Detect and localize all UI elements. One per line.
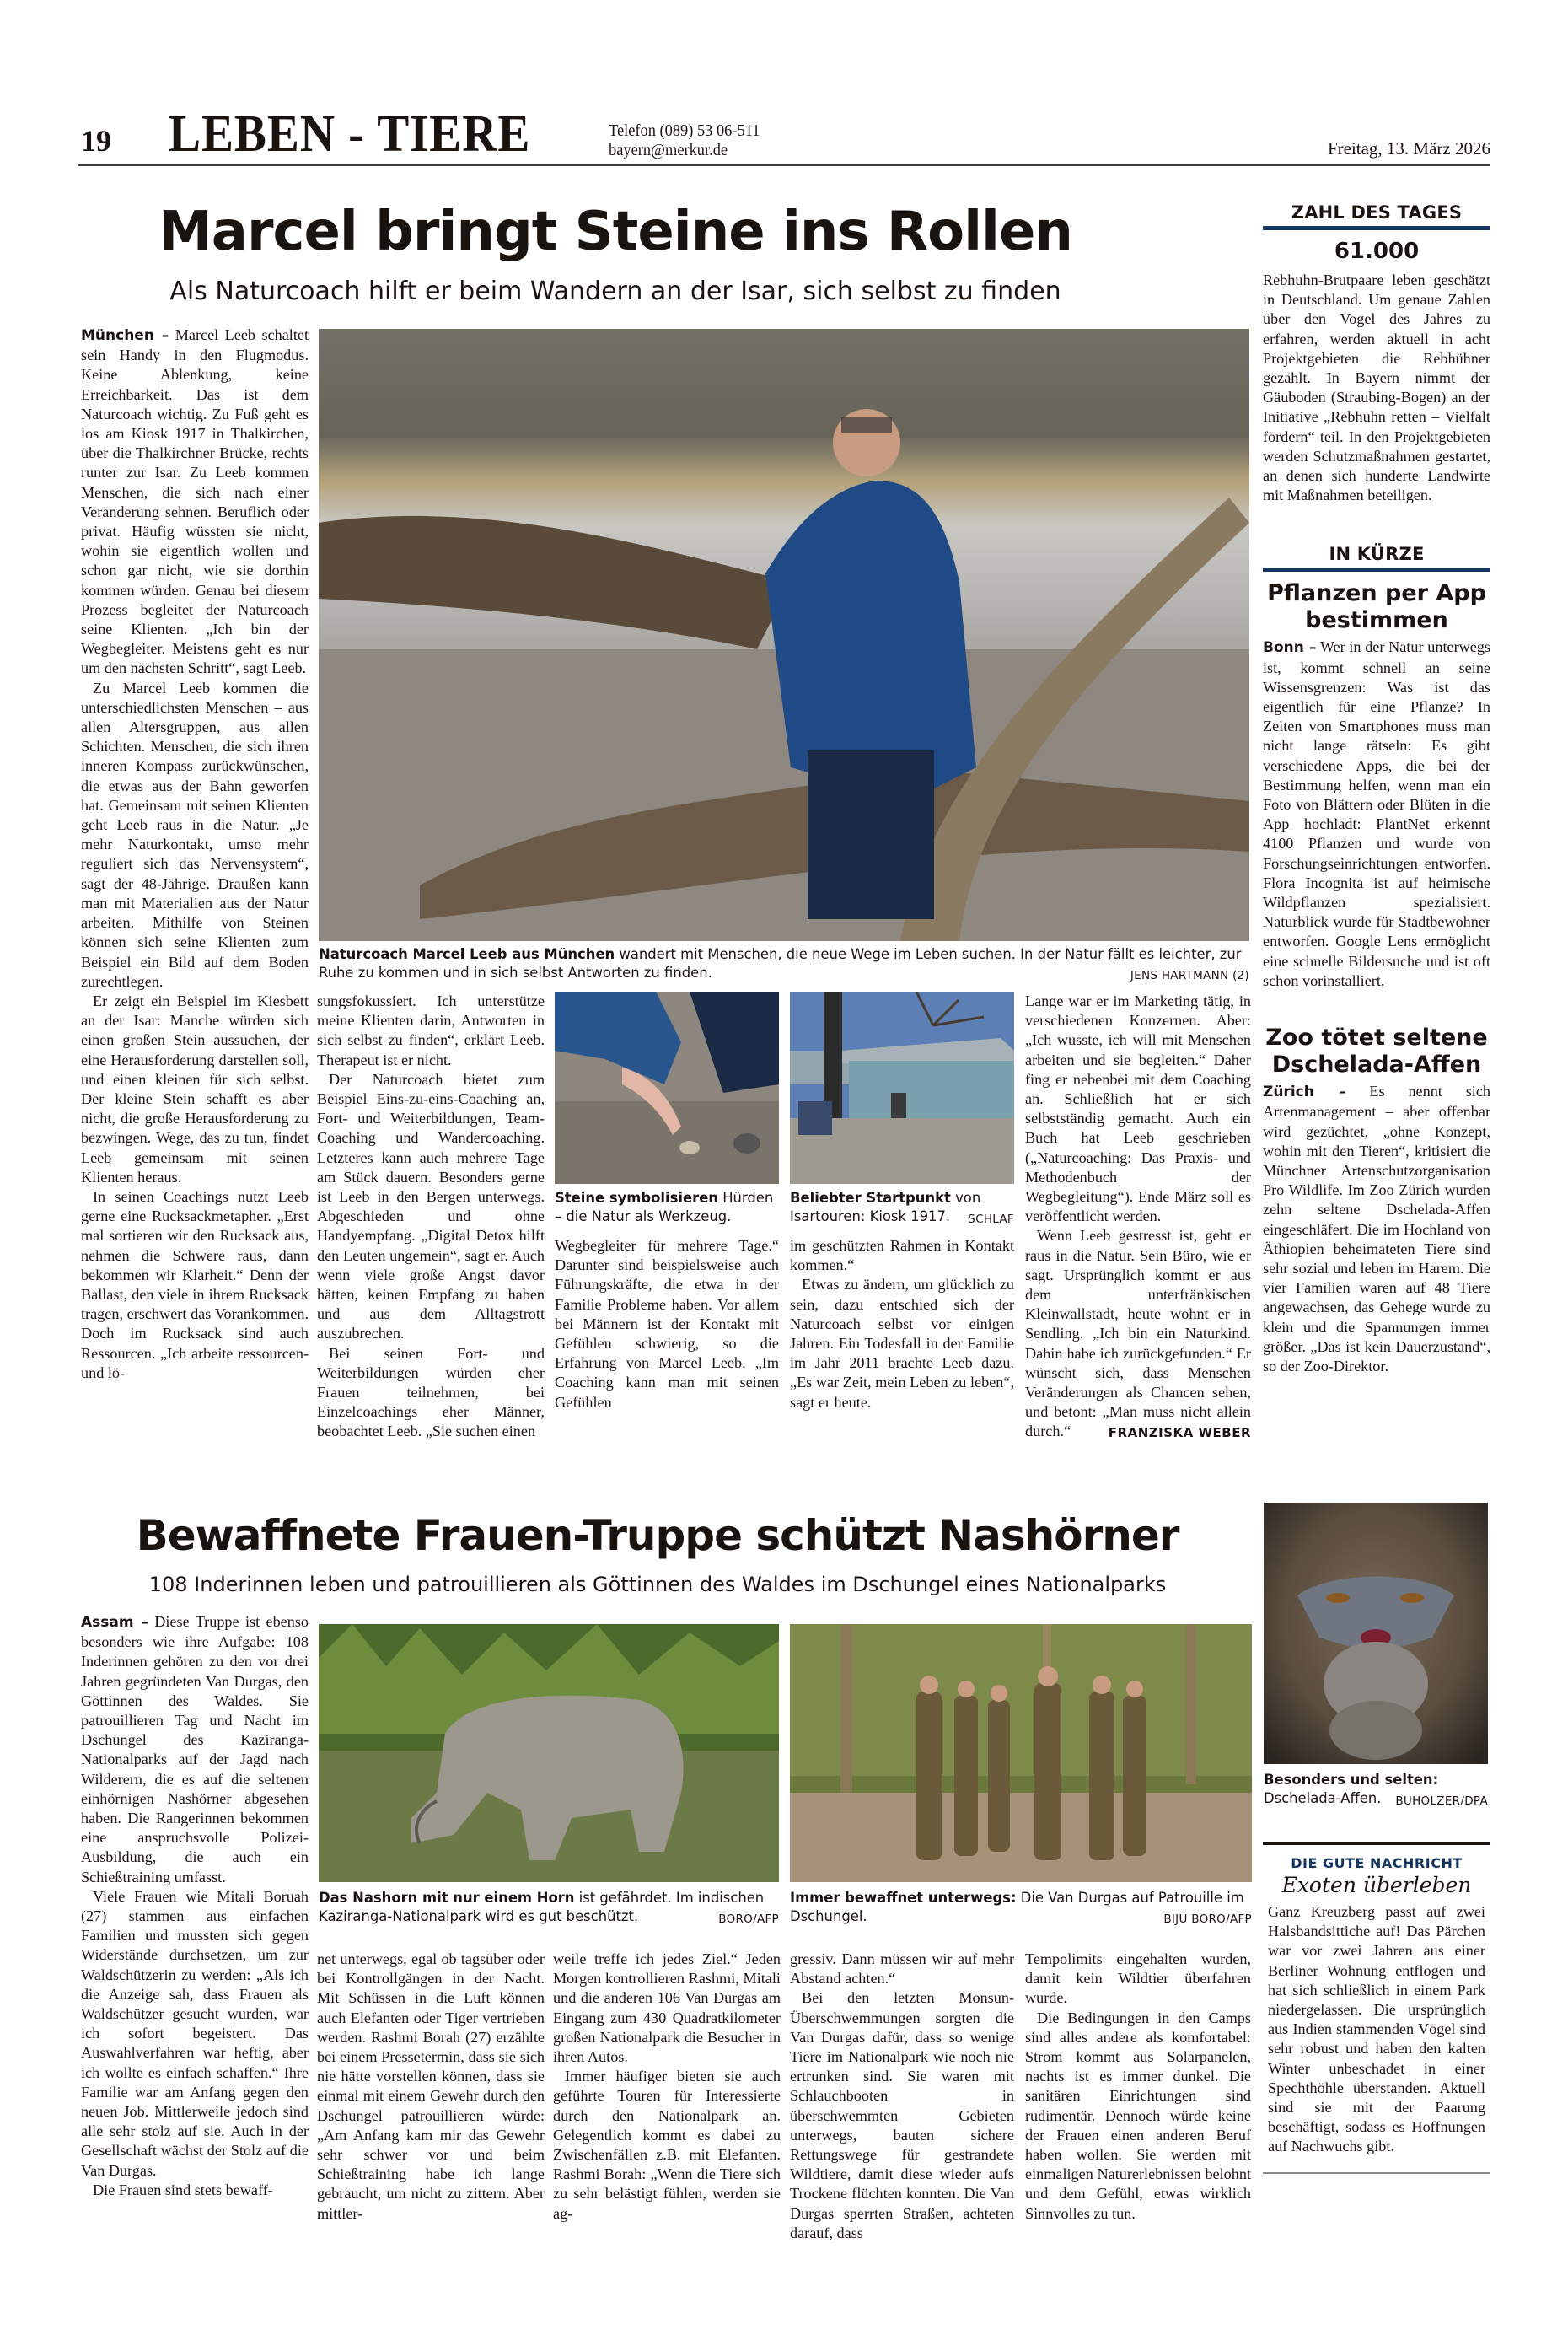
lead-dateline: München –: [81, 327, 169, 344]
contact-info: [609, 121, 760, 160]
brief-text: Es nennt sich Artenmanagement – aber offenbar wird gezüchtet, „ohne Konzept, wohin mit den Tieren“, kritisiert die Münchner Artenschutzorganisation Pro Wildlife. Im Zoo Zürich wurden zehn seltene Dschelada-Affen eingeschläfert. Die im Hochland von Äthiopien beheimateten Tiere sind sehr sozial und leben im Harem. Die vier Familien waren auf 48 Tiere angewachsen, das Gehege wurde zu klein und die Spannungen immer größer. „Das ist kein Dauerzustand“, so der Zoo-Direktor.: [1263, 1083, 1490, 1374]
photo-credit: BORO/AFP: [718, 1912, 779, 1926]
good-news-top-rule: [1263, 1842, 1490, 1845]
paragraph: Viele Frauen wie Mitali Boruah (27) stammen aus einfachen Familien und mussten sich gegen Widerstände durchsetzen, um zur Waldschützerin zu werden: „Als ich die Anzeige sah, dass Frauen als Waldschützer gesucht wurden, war ich sofort begeistert. Das Auswahlverfahren war heftig, aber ich wollte es einfach schaffen.“ Ihre Familie war am Anfang gegen den neuen Job. Mittlerweile jedoch sind alle sehr stolz auf sie. Auch in der Gesellschaft wächst der Stolz auf die Van Durgas.: [81, 1887, 309, 2179]
paragraph: Immer häufiger bieten sie auch geführte Touren für Interessierte durch den Nationalpark an. Gelegentlich kommt es dabei zu Zwischenfällen z.B. mit Elefanten. Rashmi Borah: „Wenn die Tiere sich zu sehr belästigt fühlen, werden sie ag-: [553, 2068, 781, 2222]
caption-text: ist gefährdet. Im indischen Kaziranga-Nationalpark wird es gut beschützt.: [319, 1890, 765, 1924]
second-column-2: [317, 1950, 545, 2224]
stones-photo-image: [555, 992, 779, 1184]
paragraph: Marcel Leeb schaltet sein Handy in den Flugmodus. Keine Ablenkung, keine Erreichbarkeit. Das ist dem Naturcoach wichtig. Zu Fuß geht es los am Kiosk 1917 in Thalkirchen, über die Thalkirchner Brücke, rechts runter zur Isar. Zu Leeb kommen Menschen, die sich nach einer Veränderung sehnen. Beruflich oder privat. Häufig wüssten sie nicht, wohin sie eigentlich wollen und schon gar nicht, wie sie dorthin kommen würden. Genau bei diesem Prozess begleitet der Naturcoach seine Klienten. „Ich bin der Wegbegleiter. Meistens geht es nur um den nächsten Schritt“, sagt Leeb.: [81, 326, 309, 677]
photo-stones: [555, 992, 779, 1184]
brief-item-plants: [1263, 637, 1490, 991]
second-subheadline: 108 Inderinnen leben und patrouillieren als Göttinnen des Waldes im Dschungel eines Nationalparks: [148, 1573, 1167, 1596]
caption-text: Dschelada-Affen.: [1264, 1789, 1382, 1806]
paragraph: Wenn Leeb gestresst ist, geht er raus in die Natur. Sein Büro, wie er sagt. Ursprünglich kommt er aus dem unterfränkischen Kleinwallstadt, heute wohnt er in Sendling. „Ich bin ein Naturkind. Dahin habe ich zurückgefunden.“ Er wünscht sich, dass Menschen Veränderungen als Chancen sehen, und betont: „Man muss nicht allein durch.“ FRANZISKA WEBER: [1025, 1226, 1251, 1441]
second-headline: Bewaffnete Frauen-Truppe schützt Nashörner: [136, 1511, 1179, 1560]
contact-phone: Telefon (089) 53 06-511: [609, 121, 760, 140]
second-dateline: Assam –: [81, 1614, 148, 1631]
caption-naturcoach: [319, 945, 1249, 985]
photo-gelada: [1264, 1503, 1488, 1764]
issue-date: Freitag, 13. März 2026: [1327, 138, 1490, 159]
paragraph: im geschützten Rahmen in Kontakt kommen.“: [790, 1237, 1014, 1274]
caption-text: Hürden – die Natur als Werkzeug.: [555, 1190, 774, 1224]
good-news-kicker: DIE GUTE NACHRICHT: [1291, 1855, 1463, 1871]
caption-kiosk: [790, 1189, 1014, 1229]
kicker-rule: [1263, 568, 1490, 572]
caption-bold: Immer bewaffnet unterwegs:: [790, 1890, 1017, 1906]
good-news-headline: Exoten überleben: [1281, 1873, 1472, 1897]
kicker-rule: [1263, 226, 1490, 230]
lead-column-5: [1025, 992, 1251, 1444]
second-column-1: [81, 1612, 309, 2200]
caption-bold: Besonders und selten:: [1264, 1772, 1439, 1788]
lead-column-1: [81, 325, 309, 1489]
caption-stones: [555, 1189, 779, 1225]
paragraph: sungsfokussiert. Ich unterstütze meine Klienten darin, Antworten in sich selbst zu finden“, erklärt Leeb. Therapeut ist er nicht.: [317, 992, 545, 1068]
paragraph: gressiv. Dann müssen wir auf mehr Abstand achten.“: [790, 1950, 1014, 1988]
photo-kiosk: [790, 992, 1014, 1184]
paragraph: Lange war er im Marketing tätig, in verschiedenen Konzernen. Aber: „Ich wusste, ich will mit Menschen arbeiten und sie begleiten.“ Daher fing er nebenbei mit dem Coaching an. Schließlich hat er sich selbstständig gemacht. Auch ein Buch hat Leeb geschrieben („Naturcoaching: Das Praxis- und Methodenbuch der Wegbegleitung“). Ende März soll es veröffentlicht werden.: [1025, 992, 1251, 1225]
paragraph: net unterwegs, egal ob tagsüber oder bei Kontrollgängen in der Nacht. Mit Schüssen in die Luft können auch Elefanten oder Tiger vertrieben werden. Rashmi Borah (27) erzählte bei einem Pressetermin, dass sie sich nie hätte vorstellen können, dass sie einmal mit einem Gewehr durch den Dschungel patrouillieren würde: „Am Anfang kam mir das Gewehr sehr schwer vor und beim Schießtraining habe ich lange gebraucht, um nicht zu zittern. Aber mittler-: [317, 1950, 545, 2222]
section-title: LEBEN - TIERE: [169, 105, 531, 163]
caption-bold: Naturcoach Marcel Leeb aus München: [319, 946, 615, 962]
paragraph: Die Frauen sind stets bewaff-: [93, 2181, 273, 2198]
second-column-5: [1025, 1950, 1251, 2224]
brief-headline-plants: Pflanzen per App bestimmen: [1267, 580, 1486, 634]
number-of-day-text: Rebhuhn-Brutpaare leben geschätzt in Deutschland. Um genaue Zahlen über den Vogel des Jahres zu erfahren, werden aktuell in acht Projektgebieten die Rebhühner gezählt. In Bayern nimmt der Gäuboden (Straubing-Bogen) an der Initiative „Rebhuhn retten – Vielfalt fördern“ teil. In den Projektgebieten werden Schutzmaßnahmen gestartet, an denen sich hunderte Landwirte mit Maßnahmen beteiligen.: [1263, 272, 1490, 504]
lead-column-4: [790, 1236, 1014, 1412]
paragraph: Wegbegleiter für mehrere Tage.“ Darunter sind beispielsweise auch Führungskräfte, die etwa in der Familie Probleme haben. Vor allem bei Männern ist der Kontakt mit Gefühlen schwierig, so die Erfahrung von Marcel Leeb. „Im Coaching kann man mit seinen Gefühlen: [555, 1237, 779, 1411]
paragraph: Bei seinen Fort- und Weiterbildungen würden eher Frauen teilnehmen, bei Einzelcoachings eher Männer, beobachtet Leeb. „Sie suchen einen: [317, 1344, 545, 1440]
brief-item-zoo: [1263, 1082, 1490, 1376]
paragraph: Die Bedingungen in den Camps sind alles andere als komfortabel: Strom kommt aus Solarpanelen, nachts ist es immer dunkel. Die sanitären Einrichtungen sind rudimentär. Dennoch würde keine der Frauen einen anderen Beruf haben wollen. Sie werden mit einmaligen Naturerlebnissen belohnt und dem Gefühl, etwas wirklich Sinnvolles zu tun.: [1025, 2009, 1251, 2222]
page-number: 19: [81, 124, 111, 158]
lead-column-2: [317, 992, 545, 1442]
photo-rangers: [790, 1624, 1252, 1882]
paragraph: Diese Truppe ist ebenso besonders wie ihre Aufgabe: 108 Inderinnen gehören zu den vor drei Jahren gegründeten Van Durgas, den Göttinnen des Waldes. Sie patrouillieren Tag und Nacht im Dschungel des Kaziranga-Nationalparks auf der Jagd nach Wilderern, die es auf die seltenen einhörnigen Nashörner abgesehen haben. Die Rangerinnen bekommen eine anspruchsvolle Polizei-Ausbildung, die auch ein Schießtraining umfasst.: [81, 1613, 309, 1885]
naturcoach-photo-image: [319, 329, 1249, 941]
paragraph: Bei den letzten Monsun-Überschwemmungen sorgten die Van Durgas dafür, dass so wenige Tiere im Nationalpark wie noch nie ertrunken sind. Sie waren mit Schlauchbooten in überschwemmten Gebieten unterwegs, bauten sichere Rettungswege für gestrandete Wildtiere, damit diese wieder aufs Trockene flüchten konnten. Die Van Durgas sperrten Straßen, achteten darauf, dass: [790, 1989, 1014, 2241]
second-column-3: [553, 1950, 781, 2224]
photo-naturcoach: [319, 329, 1249, 941]
photo-credit: BIJU BORO/AFP: [1163, 1912, 1252, 1926]
photo-credit: BUHOLZER/DPA: [1395, 1794, 1488, 1808]
photo-credit: SCHLAF: [968, 1212, 1014, 1226]
contact-email: bayern@merkur.de: [609, 141, 728, 159]
gelada-photo-image: [1264, 1503, 1488, 1764]
paragraph: Etwas zu ändern, um glücklich zu sein, dazu entschied sich der Naturcoach selbst vor einigen Jahren. Ein Todesfall in der Familie im Jahr 2011 brachte Leeb dazu. „Es war Zeit, mein Leben zu leben“, sagt er heute.: [790, 1276, 1014, 1411]
good-news-bottom-rule: [1263, 2172, 1490, 2174]
photo-credit: JENS HARTMANN (2): [1130, 968, 1249, 982]
in-brief-kicker: IN KÜRZE: [1329, 544, 1425, 565]
sidebar: [1263, 202, 1490, 1376]
brief-text: Wer in der Natur unterwegs ist, kommt schnell an seine Wissensgrenzen: Was ist das eigentlich für eine Pflanze? In Zeiten von Smartphones muss man nicht lange rätseln: Es gibt verschiedene Apps, die bei der Bestimmung helfen, wenn man ein Foto von Blättern oder Blüten in die App hochlädt: PlantNet erkennt 4100 Pflanzen und wurde von Forschungseinrichtungen entworfen. Flora Incognita ist auf heimische Wildpflanzen spezialisiert. Naturblick wurde für Stadtbewohner entworfen. Google Lens ermöglicht eine schnelle Bildersuche und ist oft schon vorinstalliert.: [1263, 638, 1491, 989]
caption-gelada: [1264, 1771, 1488, 1810]
paragraph: Zu Marcel Leeb kommen die unterschiedlichsten Menschen – aus allen Altersgruppen, aus allen Schichten. Menschen, die sich ihren inneren Kompass zurückwünschen, die etwas aus der Bahn geworfen hat. Gemeinsam mit seinen Klienten geht Leeb raus in die Natur. „Je mehr Naturkontakt, umso mehr reguliert sich das Nervensystem“, sagt der 48-Jährige. Draußen kann man mit Materialien aus der Natur arbeiten. Mithilfe von Steinen können sich seine Klienten zum Beispiel ein Bild auf dem Boden zurechtlegen.: [81, 679, 309, 990]
paragraph: weile treffe ich jedes Ziel.“ Jeden Morgen kontrollieren Rashmi, Mitali und die anderen 106 Van Durgas am Eingang zum 430 Quadratkilometer großen Nationalpark die Besucher in ihren Autos.: [553, 1950, 781, 2066]
good-news-box: [1263, 1842, 1490, 2174]
brief-headline-zoo: Zoo tötet seltene Dschelada-Affen: [1265, 1025, 1488, 1079]
caption-bold: Steine symbolisieren: [555, 1190, 718, 1206]
lead-headline: Marcel bringt Steine ins Rollen: [158, 201, 1072, 263]
caption-bold: Beliebter Startpunkt: [790, 1190, 951, 1206]
paragraph: Tempolimits eingehalten wurden, damit kein Wildtier überfahren wurde.: [1025, 1950, 1251, 2007]
rangers-photo-image: [790, 1624, 1252, 1882]
caption-text: wandert mit Menschen, die neue Wege im Leben suchen. In der Natur fällt es leichter, zur Ruhe zu kommen und in sich selbst Antworten zu finden.: [319, 946, 1242, 981]
caption-rangers: [790, 1889, 1252, 1928]
brief-dateline: Zürich –: [1263, 1084, 1346, 1101]
author-byline: FRANZISKA WEBER: [1108, 1425, 1251, 1441]
photo-rhino: [319, 1624, 779, 1882]
brief-dateline: Bonn –: [1263, 639, 1317, 657]
masthead-rule: [78, 164, 1490, 166]
lead-column-3: [555, 1236, 779, 1412]
rhino-photo-image: [319, 1624, 779, 1882]
paragraph: Der Naturcoach bietet zum Beispiel Eins-zu-eins-Coaching an, Fort- und Weiterbildungen, Team-Coaching und Wandercoaching. Letzteres kann auch mehrere Tage am Stück dauern. Besonders gerne ist Leeb in den Bergen unterwegs. Abgeschieden und ohne Handyempfang. „Digital Detox hilft den Leuten ungemein“, sagt er. Auch wenn viele große Angst davor hätten, keinen Empfang zu haben und aus dem Alltagstrott auszubrechen.: [317, 1070, 545, 1342]
kiosk-photo-image: [790, 992, 1014, 1184]
caption-text: Die Van Durgas auf Patrouille im Dschungel.: [790, 1890, 1244, 1924]
caption-rhino: [319, 1889, 779, 1928]
caption-text: von Isartouren: Kiosk 1917.: [790, 1190, 981, 1224]
second-column-4: [790, 1950, 1014, 2243]
lead-subheadline: Als Naturcoach hilft er beim Wandern an der Isar, sich selbst zu finden: [169, 277, 1061, 306]
caption-bold: Das Nashorn mit nur einem Horn: [319, 1890, 575, 1906]
number-of-day-kicker: ZAHL DES TAGES: [1291, 202, 1463, 223]
good-news-text: Ganz Kreuzberg passt auf zwei Halsbandsittiche auf! Das Pärchen war vor zwei Jahren aus einer Berliner Wohnung entflogen und hat sich schließlich in einem Park niedergelassen. Die ursprünglich aus Indien stammenden Vögel sind sehr robust und haben den kalten Winter unbeschadet in einer Spechthöhle überstanden. Aktuell sind sie mit der Paarung beschäftigt, sodass es Hoffnungen auf Nachwuchs gibt.: [1268, 1903, 1485, 2155]
paragraph: In seinen Coachings nutzt Leeb gerne eine Rucksackmetapher. „Erst mal sortieren wir den Rucksack aus, nehmen die Schwere raus, dann bekommen wir Klarheit.“ Denn der Ballast, den viele in ihrem Rucksack tragen, erschwert das Vorankommen. Doch im Rucksack sind auch Ressourcen. „Ich arbeite ressourcen- und lö-: [81, 1187, 309, 1381]
number-of-day-value: 61.000: [1334, 239, 1420, 264]
paragraph: Er zeigt ein Beispiel im Kiesbett an der Isar: Manche würden sich einen großen Stein aussuchen, der eine Herausforderung darstellen soll, und einen kleinen für sich selbst. Der kleine Stein schafft es aber nicht, die große Herausforderung zu bezwingen. Wege, das zu tun, findet Leeb gemeinsam mit seinen Klienten heraus.: [81, 992, 309, 1186]
